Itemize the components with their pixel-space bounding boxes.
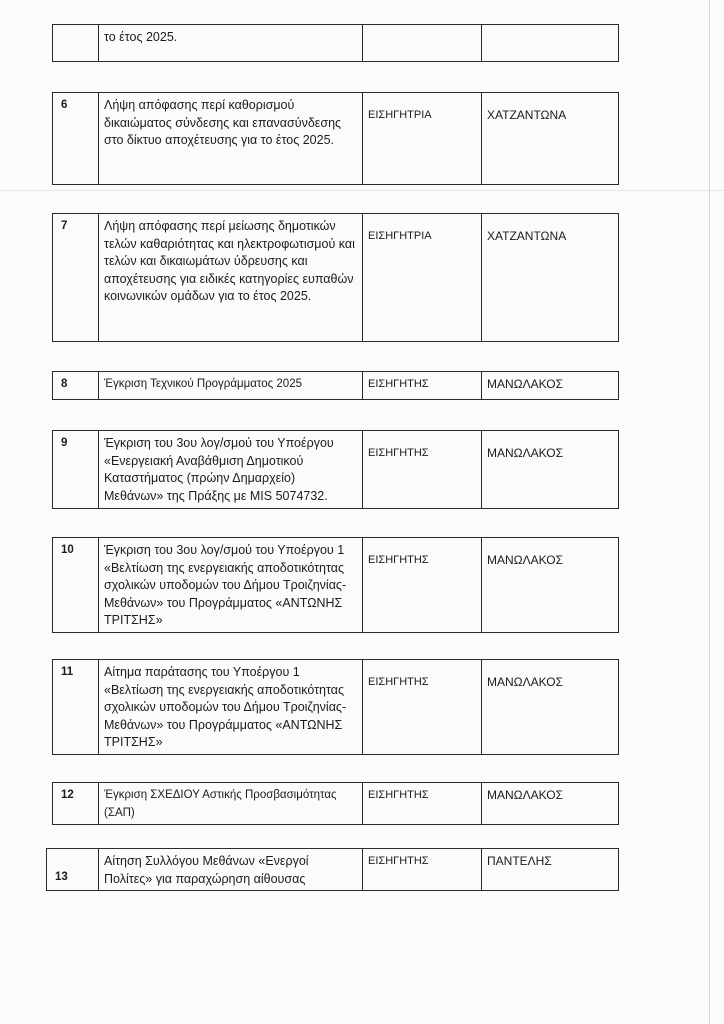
item-role: ΕΙΣΗΓΗΤΗΣ <box>363 538 482 633</box>
agenda-row-12 <box>52 782 619 825</box>
agenda-row-continuation <box>52 24 619 62</box>
item-description: Αίτηση Συλλόγου Μεθάνων «Ενεργοί Πολίτες» για παραχώρηση αίθουσας <box>99 849 363 891</box>
item-number: 12 <box>53 783 99 825</box>
item-description: Λήψη απόφασης περί μείωσης δημοτικών τελών καθαριότητας και ηλεκτροφωτισμού και τελών και δικαιωμάτων ύδρευσης και αποχέτευσης για ειδικές κατηγορίες ευπαθών κοινωνικών ομάδων για το έτος 2025. <box>99 214 363 342</box>
item-description: Έγκριση Τεχνικού Προγράμματος 2025 <box>99 372 363 400</box>
item-number: 13 <box>47 849 99 891</box>
agenda-row-7 <box>52 213 619 342</box>
item-role: ΕΙΣΗΓΗΤΗΣ <box>363 372 482 400</box>
scan-artifact-line <box>0 190 724 191</box>
agenda-row-11 <box>52 659 619 755</box>
item-presenter: ΠΑΝΤΕΛΗΣ <box>482 849 619 891</box>
item-role: ΕΙΣΗΓΗΤΗΣ <box>363 849 482 891</box>
item-description: Έγκριση του 3ου λογ/σμού του Υποέργου 1 «Βελτίωση της ενεργειακής αποδοτικότητας σχολικών υποδομών του Δήμου Τροιζηνίας-Μεθάνων» του Προγράμματος «ΑΝΤΩΝΗΣ ΤΡΙΤΣΗΣ» <box>99 538 363 633</box>
item-presenter: ΧΑΤΖΑΝΤΩΝΑ <box>482 214 619 342</box>
item-role: ΕΙΣΗΓΗΤΗΣ <box>363 431 482 509</box>
agenda-row-8 <box>52 371 619 400</box>
scan-edge-line <box>709 0 710 1024</box>
agenda-row-9 <box>52 430 619 509</box>
item-presenter: ΜΑΝΩΛΑΚΟΣ <box>482 372 619 400</box>
agenda-row-13 <box>46 848 619 891</box>
item-description: Λήψη απόφασης περί καθορισμού δικαιώματος σύνδεσης και επανασύνδεσης στο δίκτυο αποχέτευσης για το έτος 2025. <box>99 93 363 185</box>
item-role: ΕΙΣΗΓΗΤΡΙΑ <box>363 214 482 342</box>
item-presenter: ΜΑΝΩΛΑΚΟΣ <box>482 538 619 633</box>
item-number: 8 <box>53 372 99 400</box>
item-presenter: ΧΑΤΖΑΝΤΩΝΑ <box>482 93 619 185</box>
item-number: 7 <box>53 214 99 342</box>
item-description: το έτος 2025. <box>99 25 363 62</box>
item-description: Αίτημα παράτασης του Υποέργου 1 «Βελτίωση της ενεργειακής αποδοτικότητας σχολικών υποδομών του Δήμου Τροιζηνίας-Μεθάνων» του Προγράμματος «ΑΝΤΩΝΗΣ ΤΡΙΤΣΗΣ» <box>99 660 363 755</box>
item-description: Έγκριση του 3ου λογ/σμού του Υποέργου «Ενεργειακή Αναβάθμιση Δημοτικού Καταστήματος (πρώην Δημαρχείο) Μεθάνων» της Πράξης με MIS 5074732. <box>99 431 363 509</box>
item-number: 6 <box>53 93 99 185</box>
item-presenter <box>482 25 619 62</box>
agenda-row-10 <box>52 537 619 633</box>
item-number: 11 <box>53 660 99 755</box>
item-presenter: ΜΑΝΩΛΑΚΟΣ <box>482 431 619 509</box>
item-presenter: ΜΑΝΩΛΑΚΟΣ <box>482 783 619 825</box>
item-role <box>363 25 482 62</box>
item-role: ΕΙΣΗΓΗΤΗΣ <box>363 660 482 755</box>
item-number: 10 <box>53 538 99 633</box>
item-presenter: ΜΑΝΩΛΑΚΟΣ <box>482 660 619 755</box>
item-number: 9 <box>53 431 99 509</box>
item-role: ΕΙΣΗΓΗΤΗΣ <box>363 783 482 825</box>
item-description: Έγκριση ΣΧΕΔΙΟΥ Αστικής Προσβασιμότητας (ΣΑΠ) <box>99 783 363 825</box>
item-number <box>53 25 99 62</box>
item-role: ΕΙΣΗΓΗΤΡΙΑ <box>363 93 482 185</box>
agenda-row-6 <box>52 92 619 185</box>
